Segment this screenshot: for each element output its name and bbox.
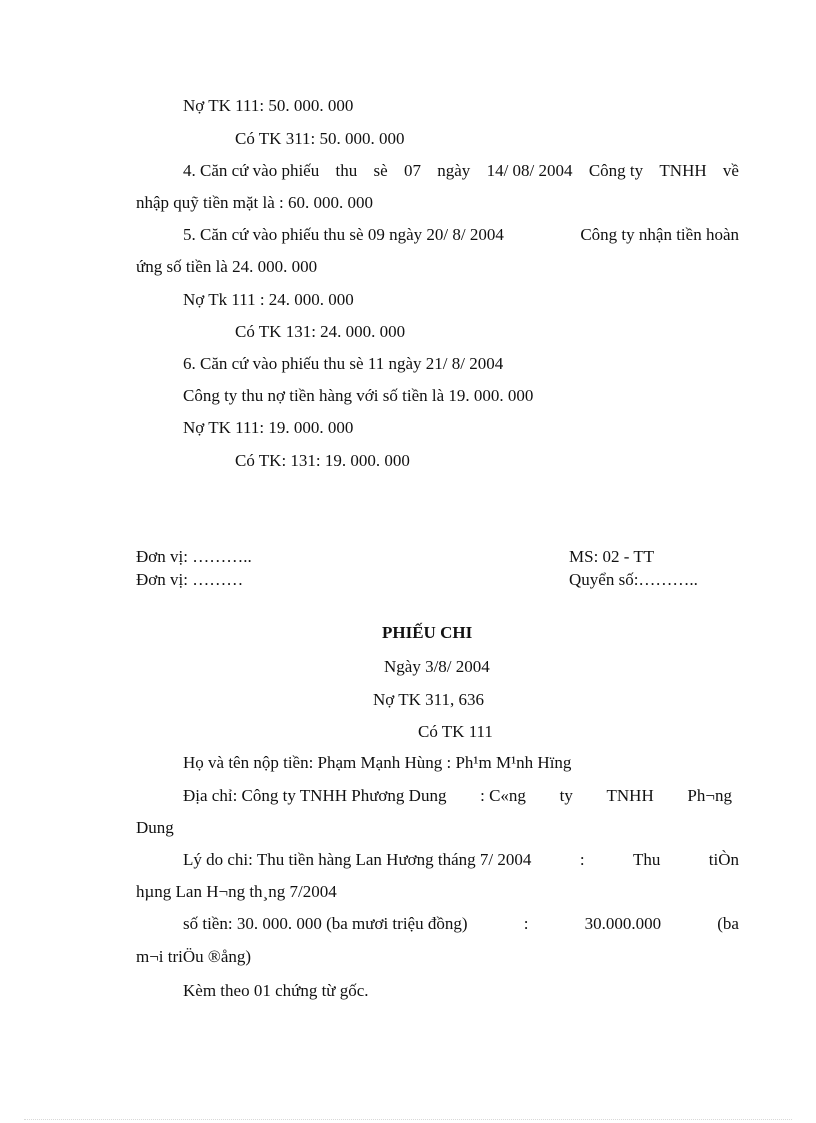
voucher-debit: Nợ TK 311, 636 xyxy=(373,690,484,709)
word: 30.000.000 xyxy=(584,914,662,933)
address-continuation: Dung xyxy=(136,818,174,837)
word: Lý do chi: Thu tiền hàng Lan Hương tháng 7/ 2004 xyxy=(183,850,532,869)
word: : xyxy=(579,850,585,869)
word: 07 xyxy=(403,161,421,180)
word: thu xyxy=(335,161,358,180)
entry-credit-131-a: Có TK 131: 24. 000. 000 xyxy=(235,322,406,341)
page-bottom-rule xyxy=(24,1119,792,1120)
payer-name: Họ và tên nộp tiền: Phạm Mạnh Hùng : Ph¹m M¹nh Hïng xyxy=(183,753,572,772)
item-6-continuation: Công ty thu nợ tiền hàng với số tiền là 19. 000. 000 xyxy=(183,386,534,405)
word: ty xyxy=(559,786,573,805)
word: Công ty nhận tiền hoàn xyxy=(580,225,739,244)
entry-debit-111-a: Nợ TK 111: 50. 000. 000 xyxy=(183,96,354,115)
word: số tiền: 30. 000. 000 (ba mươi triệu đồng) xyxy=(183,914,468,933)
word: 14/ 08/ 2004 xyxy=(486,161,573,180)
word: (ba xyxy=(717,914,739,933)
item-5-line xyxy=(183,225,739,245)
word: ngày xyxy=(437,161,471,180)
voucher-date: Ngày 3/8/ 2004 xyxy=(384,657,490,676)
word: về xyxy=(722,161,739,180)
word: Ph¬ng xyxy=(687,786,732,805)
word: : xyxy=(523,914,529,933)
address-line xyxy=(183,786,732,806)
word: tiÒn xyxy=(708,850,739,869)
entry-credit-131-b: Có TK: 131: 19. 000. 000 xyxy=(235,451,410,470)
voucher-credit: Có TK 111 xyxy=(418,722,493,741)
reason-continuation: hµng Lan H¬ng th¸ng 7/2004 xyxy=(136,882,337,901)
attachment-note: Kèm theo 01 chứng từ gốc. xyxy=(183,981,369,1000)
entry-credit-311: Có TK 311: 50. 000. 000 xyxy=(235,129,405,148)
unit-field-2: Đơn vị: ……… xyxy=(136,570,244,589)
entry-debit-111-c: Nợ TK 111: 19. 000. 000 xyxy=(183,418,354,437)
book-number: Quyển số:……….. xyxy=(569,570,698,589)
item-6-line: 6. Căn cứ vào phiếu thu sè 11 ngày 21/ 8/ 2004 xyxy=(183,354,504,373)
word: TNHH xyxy=(659,161,707,180)
word: : C«ng xyxy=(480,786,526,805)
word: Thu xyxy=(632,850,661,869)
item-4-line xyxy=(183,161,739,181)
item-5-continuation: ứng số tiền là 24. 000. 000 xyxy=(136,257,318,276)
word: 5. Căn cứ vào phiếu thu sè 09 ngày 20/ 8/ 2004 xyxy=(183,225,504,244)
voucher-title: PHIẾU CHI xyxy=(382,623,473,642)
word: Địa chỉ: Công ty TNHH Phương Dung xyxy=(183,786,447,805)
unit-field-1: Đơn vị: ……….. xyxy=(136,547,252,566)
word: sè xyxy=(373,161,388,180)
word: 4. Căn cứ vào phiếu xyxy=(183,161,320,180)
reason-line xyxy=(183,850,739,870)
amount-line xyxy=(183,914,739,934)
entry-debit-111-b: Nợ Tk 111 : 24. 000. 000 xyxy=(183,290,354,309)
form-code: MS: 02 - TT xyxy=(569,547,655,566)
amount-continuation: m¬i triÖu ®ång) xyxy=(136,947,252,966)
word: TNHH xyxy=(606,786,654,805)
item-4-continuation: nhập quỹ tiền mặt là : 60. 000. 000 xyxy=(136,193,374,212)
word: Công ty xyxy=(588,161,644,180)
